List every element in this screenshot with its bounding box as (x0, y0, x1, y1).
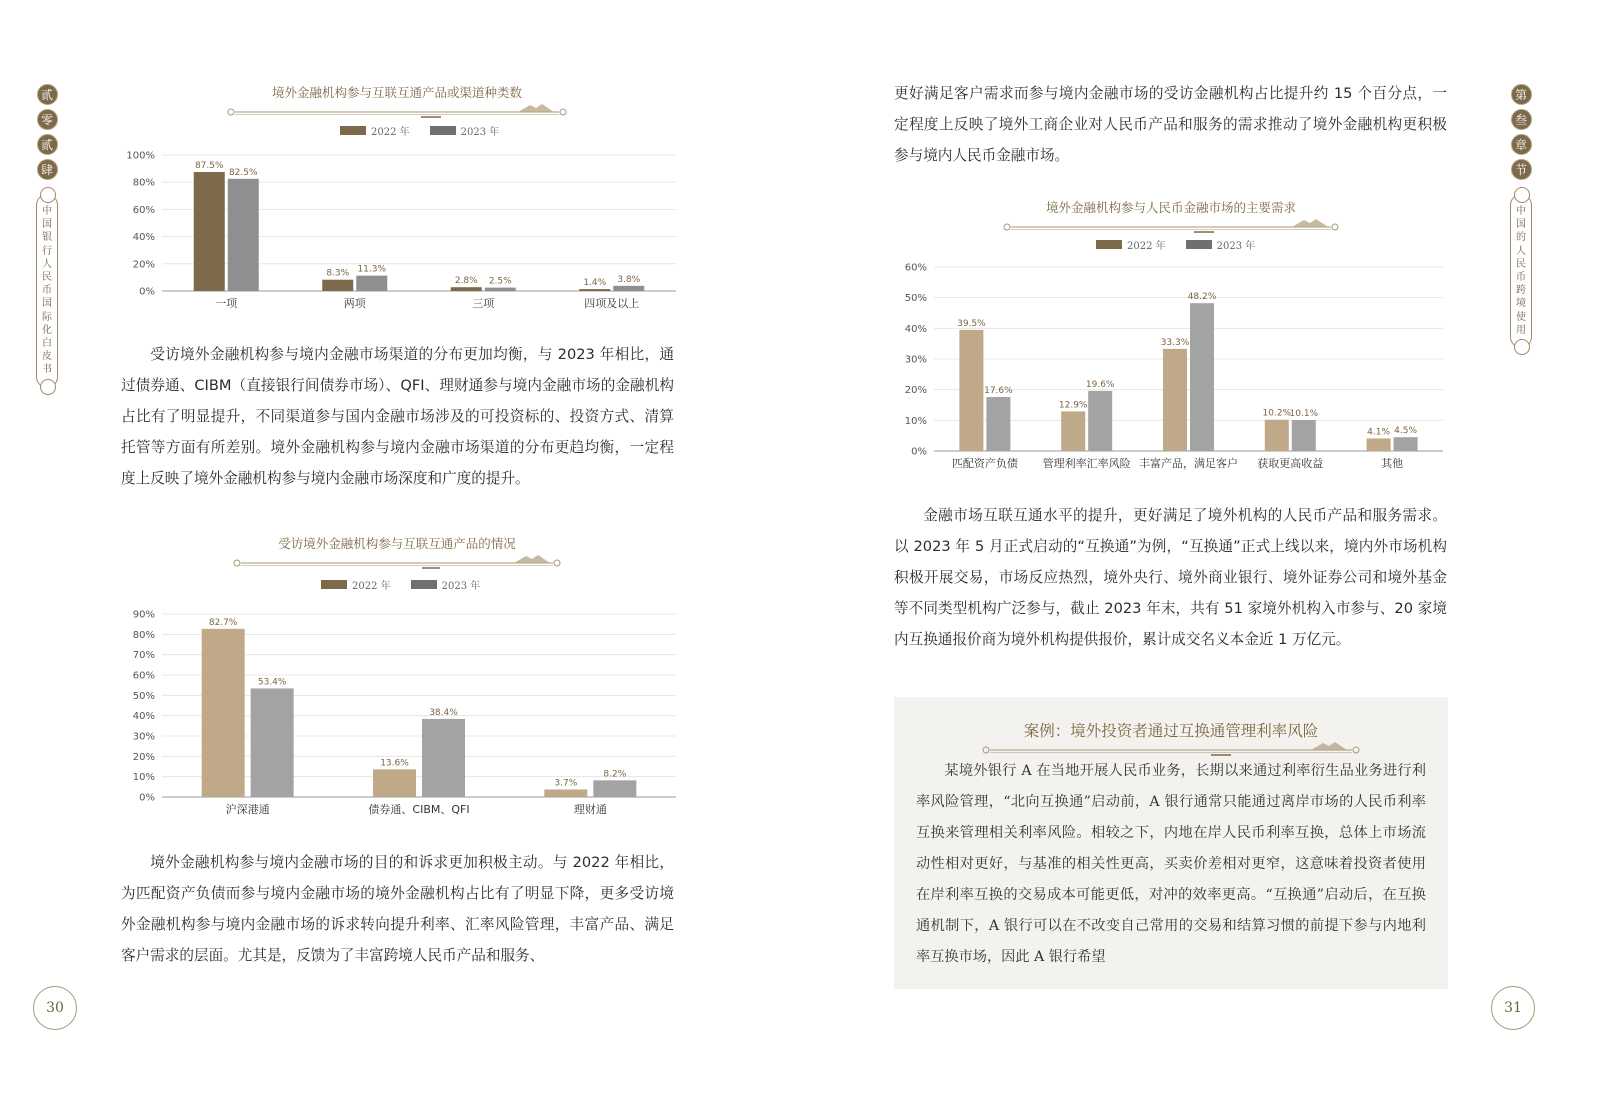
bar (613, 286, 644, 291)
y-tick-label: 80% (132, 177, 155, 189)
chapter-title-scroll (1510, 194, 1532, 348)
bar (485, 288, 516, 291)
y-tick-label: 0% (139, 286, 155, 298)
seal-char: 叁 (1511, 109, 1532, 130)
case-title-text: 案例：境外投资者通过互换通管理利率风险 (1023, 722, 1319, 740)
chart1-bar-chart (120, 145, 680, 317)
bar (451, 287, 482, 291)
legend-item (1096, 237, 1166, 252)
data-label: 48.2% (1187, 292, 1217, 303)
legend-swatch (430, 126, 456, 135)
legend-label: 2023 年 (460, 127, 500, 138)
y-tick-label: 10% (904, 415, 927, 427)
right-chapter-marker (1509, 84, 1533, 348)
data-label: 82.7% (208, 617, 238, 628)
legend-swatch (321, 580, 347, 589)
y-tick-label: 80% (132, 629, 155, 641)
data-label: 19.6% (1085, 379, 1115, 390)
scroll-char: 人 (1516, 245, 1526, 257)
data-label: 2.8% (454, 276, 478, 287)
title-ornament (1002, 218, 1340, 234)
left-paragraph-1 (121, 339, 674, 494)
data-label: 38.4% (429, 707, 458, 718)
case-study-box (894, 697, 1448, 989)
y-tick-label: 20% (132, 751, 155, 763)
scroll-char: 币 (1516, 272, 1526, 284)
data-label: 10.1% (1289, 409, 1319, 420)
paragraph-text: 金融市场互联互通水平的提升，更好满足了境外机构的人民币产品和服务需求。以 2023 年 5 月正式启动的“互换通”为例，“互换通”正式上线以来，境内外市场机构积极开展交易，市场反应热烈，境外央行、境外商业银行、境外证券公司和境外基金等不同类型机构广泛参与，截止 2023 年末，共有 51 家境外机构入市参与、20 家境内互换通报价商为境外机构提供报价，累计成交名义本金近 1 万亿元。 (894, 507, 1447, 648)
data-label: 33.3% (1160, 337, 1190, 348)
y-tick-label: 30% (904, 354, 927, 366)
legend-item (1186, 237, 1256, 252)
data-label: 8.2% (603, 769, 627, 780)
data-label: 39.5% (957, 318, 986, 329)
case-title (894, 719, 1448, 757)
x-category-label: 沪深港通 (225, 803, 270, 816)
bar (194, 172, 225, 291)
bar (202, 629, 245, 797)
paragraph-text: 境外金融机构参与境内金融市场的目的和诉求更加积极主动。与 2022 年相比，为匹配资产负债而参与境内金融市场的境外金融机构占比有了明显下降，更多受访境外金融机构参与境内金融市场的诉求转向提升利率、汇率风险管理，丰富产品、满足客户需求的层面。尤其是，反馈为了丰富跨境人民币产品和服务、 (121, 854, 674, 964)
bar (593, 780, 636, 797)
data-label: 2.5% (488, 276, 512, 287)
legend-item (340, 123, 410, 138)
data-label: 4.1% (1367, 427, 1391, 438)
legend-item (411, 577, 481, 592)
title-ornament (981, 741, 1361, 757)
legend-label: 2022 年 (1127, 241, 1166, 252)
y-tick-label: 0% (139, 792, 155, 804)
data-label: 4.5% (1394, 426, 1418, 437)
x-category-label: 获取更高收益 (1257, 457, 1324, 470)
data-label: 12.9% (1058, 400, 1088, 411)
y-tick-label: 60% (132, 670, 155, 682)
left-chapter-marker (35, 84, 59, 388)
bar (1292, 420, 1316, 451)
seal-char: 零 (37, 109, 58, 130)
scroll-char: 跨 (1516, 285, 1526, 297)
chart2-legend (321, 577, 480, 592)
data-label: 53.4% (257, 677, 287, 688)
bar (1367, 438, 1391, 451)
right-paragraph-2 (894, 500, 1447, 655)
page-number-left: 30 (33, 986, 77, 1030)
x-category-label: 丰富产品，满足客户 (1139, 457, 1238, 470)
bar (1061, 411, 1085, 451)
y-tick-label: 20% (904, 385, 927, 397)
title-ornament (232, 554, 562, 570)
seal-char: 章 (1511, 134, 1532, 155)
scroll-char: 化 (42, 324, 52, 336)
scroll-char: 用 (1516, 324, 1526, 336)
data-label: 10.2% (1262, 408, 1292, 419)
scroll-char: 际 (42, 311, 52, 323)
y-tick-label: 30% (132, 731, 155, 743)
data-label: 13.6% (380, 758, 409, 769)
data-label: 87.5% (194, 161, 224, 171)
legend-swatch (340, 126, 366, 135)
legend-label: 2023 年 (1216, 241, 1256, 252)
x-category-label: 匹配资产负债 (951, 457, 1018, 470)
x-category-label: 理财通 (573, 803, 607, 816)
chart3-title-text: 境外金融机构参与人民币金融市场的主要需求 (1045, 200, 1296, 215)
right-paragraph-1 (894, 78, 1447, 171)
y-tick-label: 10% (132, 772, 155, 784)
case-text (916, 756, 1426, 973)
legend-item (430, 123, 500, 138)
scroll-char: 的 (1516, 232, 1526, 244)
scroll-char: 书 (42, 364, 52, 376)
y-tick-label: 60% (904, 262, 927, 274)
x-category-label: 两项 (343, 297, 366, 310)
x-category-label: 其他 (1381, 457, 1404, 470)
book-title-scroll (36, 194, 58, 388)
left-paragraph-2 (121, 847, 674, 971)
legend-label: 2023 年 (441, 581, 481, 592)
data-label: 82.5% (228, 167, 258, 178)
seal-char: 第 (1511, 84, 1532, 105)
y-tick-label: 40% (904, 323, 927, 335)
bar (228, 179, 259, 291)
data-label: 3.8% (617, 274, 641, 285)
case-paragraph: 某境外银行 A 在当地开展人民币业务，长期以来通过利率衍生品业务进行利率风险管理，“北向互换通”启动前，A 银行通常只能通过离岸市场的人民币利率互换来管理相关利率风险。相较之下，内地在岸人民币利率互换，总体上市场流动性相对更好，与基准的相关性更高，买卖价差相对更窄，这意味着投资者使用在岸利率互换的交易成本可能更低，对冲的效率更高。“互换通”启动后，在互换通机制下，A 银行可以在不改变自己常用的交易和结算习惯的前提下参与内地利率互换市场，因此 A 银行希望 (916, 763, 1426, 965)
chart3-title (1002, 198, 1340, 234)
legend-label: 2022 年 (352, 581, 391, 592)
legend-swatch (411, 580, 437, 589)
scroll-char: 国 (42, 219, 52, 231)
bar (579, 289, 610, 291)
y-tick-label: 50% (904, 293, 927, 305)
scroll-char: 国 (1516, 219, 1526, 231)
chart2-title-text: 受访境外金融机构参与互联互通产品的情况 (278, 536, 516, 551)
bar (544, 789, 587, 797)
data-label: 11.3% (357, 264, 387, 275)
chart3-bar-chart (896, 258, 1451, 478)
scroll-char: 行 (42, 245, 52, 257)
scroll-char: 国 (42, 298, 52, 310)
chart3-legend (1096, 237, 1255, 252)
bar (959, 330, 983, 451)
scroll-char: 中 (42, 206, 52, 217)
bar (1163, 349, 1187, 451)
x-category-label: 一项 (215, 297, 238, 310)
bar (251, 688, 294, 797)
bar (322, 280, 353, 291)
legend-item (321, 577, 391, 592)
bar (422, 719, 465, 797)
y-tick-label: 50% (132, 690, 155, 702)
bar (1190, 303, 1214, 451)
scroll-char: 使 (1516, 311, 1526, 323)
scroll-char: 皮 (42, 351, 52, 363)
chart1-legend (340, 123, 499, 138)
seal-char: 肆 (37, 159, 58, 180)
scroll-char: 民 (1516, 258, 1526, 270)
data-label: 17.6% (984, 386, 1013, 397)
chart2-bar-chart (120, 605, 680, 823)
seal-char: 节 (1511, 159, 1532, 180)
y-tick-label: 40% (132, 232, 155, 244)
chart1-title (226, 83, 568, 119)
x-category-label: 四项及以上 (584, 297, 640, 310)
scroll-char: 币 (42, 285, 52, 297)
seal-char: 贰 (37, 84, 58, 105)
y-tick-label: 0% (911, 446, 927, 458)
bar (356, 276, 387, 291)
legend-swatch (1096, 240, 1122, 249)
y-tick-label: 100% (126, 150, 155, 162)
scroll-char: 境 (1516, 298, 1526, 310)
paragraph-text: 更好满足客户需求而参与境内金融市场的受访金融机构占比提升约 15 个百分点，一定程度上反映了境外工商企业对人民币产品和服务的需求推动了境外金融机构更积极参与境内人民币金融市场。 (894, 85, 1447, 164)
data-label: 8.3% (326, 268, 350, 279)
page-number-right: 31 (1491, 986, 1535, 1030)
y-tick-label: 90% (132, 609, 155, 621)
bar (986, 397, 1010, 451)
y-tick-label: 60% (132, 204, 155, 216)
x-category-label: 债券通、CIBM、QFI (368, 803, 470, 816)
scroll-char: 民 (42, 272, 52, 284)
bar (373, 769, 416, 797)
seal-char: 贰 (37, 134, 58, 155)
legend-label: 2022 年 (371, 127, 410, 138)
x-category-label: 三项 (472, 297, 495, 310)
scroll-char: 银 (42, 232, 52, 244)
scroll-char: 中 (1516, 206, 1526, 217)
y-tick-label: 70% (132, 650, 155, 662)
chart2-title (232, 534, 562, 570)
paragraph-text: 受访境外金融机构参与境内金融市场渠道的分布更加均衡，与 2023 年相比，通过债券通、CIBM（直接银行间债券市场）、QFI、理财通参与境内金融市场的金融机构占比有了明显提升，不同渠道参与国内金融市场涉及的可投资标的、投资方式、清算托管等方面有所差别。境外金融机构参与境内金融市场渠道的分布更趋均衡，一定程度上反映了境外金融机构参与境内金融市场深度和广度的提升。 (121, 346, 674, 487)
legend-swatch (1186, 240, 1212, 249)
title-ornament (226, 103, 568, 119)
y-tick-label: 20% (132, 259, 155, 271)
chart1-title-text: 境外金融机构参与互联互通产品或渠道种类数 (271, 85, 522, 100)
bar (1265, 420, 1289, 451)
y-tick-label: 40% (132, 711, 155, 723)
bar (1088, 391, 1112, 451)
scroll-char: 人 (42, 258, 52, 270)
scroll-char: 白 (42, 338, 52, 350)
x-category-label: 管理利率汇率风险 (1042, 457, 1131, 470)
bar (1394, 437, 1418, 451)
data-label: 3.7% (554, 778, 578, 789)
data-label: 1.4% (583, 278, 607, 289)
